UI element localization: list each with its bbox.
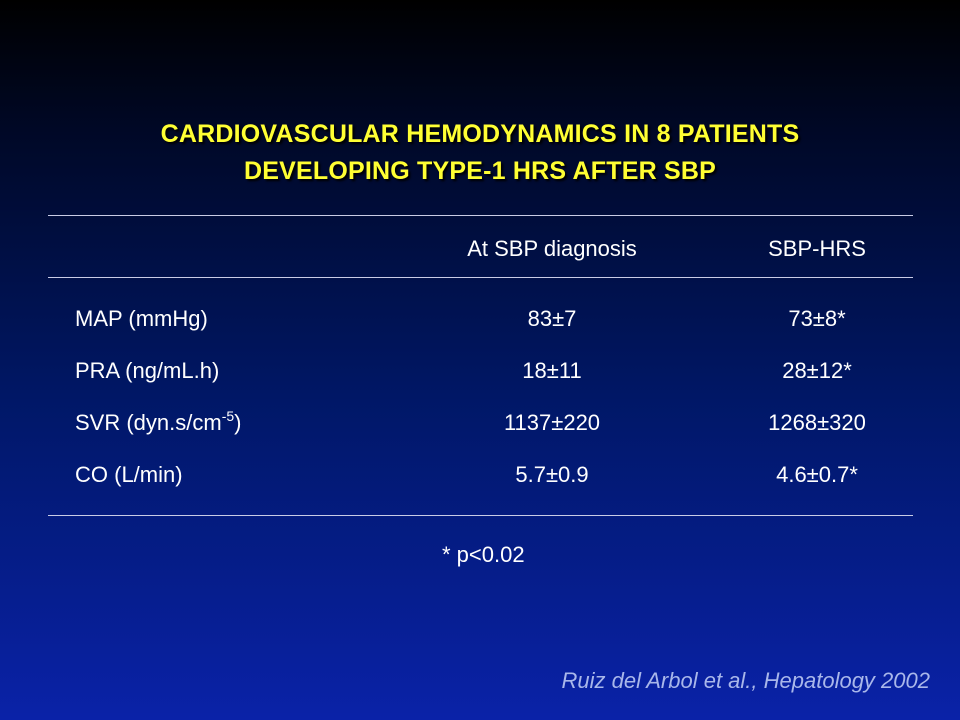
table-row-pra xyxy=(0,356,960,386)
table-bottom-rule xyxy=(48,515,913,516)
table-row-map xyxy=(0,304,960,334)
row-label-svr xyxy=(75,408,241,438)
table-header-rule xyxy=(48,277,913,278)
cell-co-at-sbp-diagnosis: 5.7±0.9 xyxy=(515,462,589,487)
row-label-map: MAP (mmHg) xyxy=(75,306,208,331)
slide-title xyxy=(0,116,960,190)
cell-pra-at-sbp-diagnosis: 18±11 xyxy=(522,358,582,383)
row-label-svr-exponent: -5 xyxy=(221,408,235,424)
significance-footnote: * p<0.02 xyxy=(442,542,525,567)
citation: Ruiz del Arbol et al., Hepatology 2002 xyxy=(561,668,930,693)
row-label-svr-text: SVR (dyn.s/cm xyxy=(75,410,222,435)
column-header-sbp-hrs: SBP-HRS xyxy=(768,236,866,261)
table-top-rule xyxy=(48,215,913,216)
row-label-pra: PRA (ng/mL.h) xyxy=(75,358,220,383)
cell-map-sbp-hrs: 73±8* xyxy=(788,306,846,331)
row-label-co: CO (L/min) xyxy=(75,462,183,487)
slide-title-line-1: CARDIOVASCULAR HEMODYNAMICS IN 8 PATIENTS xyxy=(160,120,800,148)
table-row-svr xyxy=(0,408,960,438)
cell-svr-sbp-hrs: 1268±320 xyxy=(768,410,866,435)
column-header-at-sbp-diagnosis: At SBP diagnosis xyxy=(467,236,637,261)
cell-co-sbp-hrs: 4.6±0.7* xyxy=(776,462,858,487)
slide-title-line-2: DEVELOPING TYPE-1 HRS AFTER SBP xyxy=(243,157,716,185)
cell-pra-sbp-hrs: 28±12* xyxy=(782,358,852,383)
table-row-co xyxy=(0,460,960,490)
cell-svr-at-sbp-diagnosis: 1137±220 xyxy=(503,410,601,435)
table-header-row xyxy=(0,234,960,264)
row-label-svr-close: ) xyxy=(234,410,242,435)
cell-map-at-sbp-diagnosis: 83±7 xyxy=(527,306,577,331)
